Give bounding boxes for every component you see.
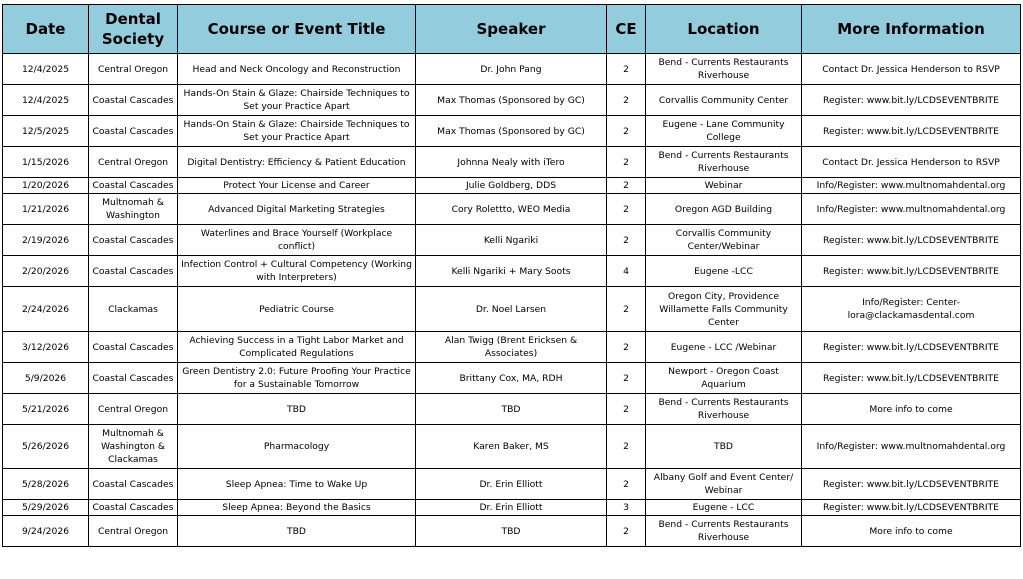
cell-location: Bend - Currents Restaurants Riverhouse bbox=[646, 394, 802, 425]
cell-location: Eugene - LCC bbox=[646, 500, 802, 516]
cell-date: 12/4/2025 bbox=[3, 85, 89, 116]
cell-ce: 3 bbox=[607, 500, 646, 516]
cell-title: Protect Your License and Career bbox=[178, 178, 416, 194]
cell-title: Head and Neck Oncology and Reconstruction bbox=[178, 54, 416, 85]
cell-location: Oregon City, Providence Willamette Falls Community Center bbox=[646, 287, 802, 332]
cell-date: 12/4/2025 bbox=[3, 54, 89, 85]
cell-speaker: TBD bbox=[416, 394, 607, 425]
cell-date: 5/26/2026 bbox=[3, 425, 89, 469]
cell-date: 12/5/2025 bbox=[3, 116, 89, 147]
cell-ce: 2 bbox=[607, 332, 646, 363]
cell-date: 5/21/2026 bbox=[3, 394, 89, 425]
cell-location: TBD bbox=[646, 425, 802, 469]
cell-speaker: Cory Rolettto, WEO Media bbox=[416, 194, 607, 225]
cell-ce: 2 bbox=[607, 516, 646, 547]
cell-info: Register: www.bit.ly/LCDSEVENTBRITE bbox=[802, 469, 1021, 500]
cell-speaker: Karen Baker, MS bbox=[416, 425, 607, 469]
table-row bbox=[3, 178, 1021, 194]
cell-society: Coastal Cascades bbox=[89, 332, 178, 363]
cell-location: Bend - Currents Restaurants Riverhouse bbox=[646, 516, 802, 547]
cell-date: 1/20/2026 bbox=[3, 178, 89, 194]
cell-speaker: Max Thomas (Sponsored by GC) bbox=[416, 85, 607, 116]
cell-date: 1/21/2026 bbox=[3, 194, 89, 225]
table-row bbox=[3, 287, 1021, 332]
cell-date: 5/28/2026 bbox=[3, 469, 89, 500]
cell-society: Central Oregon bbox=[89, 54, 178, 85]
cell-info: Register: www.bit.ly/LCDSEVENTBRITE bbox=[802, 363, 1021, 394]
cell-title: Pharmacology bbox=[178, 425, 416, 469]
cell-location: Newport - Oregon Coast Aquarium bbox=[646, 363, 802, 394]
cell-ce: 2 bbox=[607, 194, 646, 225]
cell-location: Eugene - LCC /Webinar bbox=[646, 332, 802, 363]
table-row bbox=[3, 363, 1021, 394]
cell-title: Hands-On Stain & Glaze: Chairside Techniques to Set your Practice Apart bbox=[178, 85, 416, 116]
cell-info: Register: www.bit.ly/LCDSEVENTBRITE bbox=[802, 85, 1021, 116]
table-row bbox=[3, 85, 1021, 116]
cell-society: Central Oregon bbox=[89, 394, 178, 425]
cell-speaker: Johnna Nealy with iTero bbox=[416, 147, 607, 178]
cell-date: 2/24/2026 bbox=[3, 287, 89, 332]
cell-title: Green Dentistry 2.0: Future Proofing Your Practice for a Sustainable Tomorrow bbox=[178, 363, 416, 394]
cell-ce: 2 bbox=[607, 469, 646, 500]
cell-speaker: TBD bbox=[416, 516, 607, 547]
cell-speaker: Julie Goldberg, DDS bbox=[416, 178, 607, 194]
events-sheet bbox=[2, 4, 1020, 547]
cell-society: Central Oregon bbox=[89, 147, 178, 178]
cell-date: 2/20/2026 bbox=[3, 256, 89, 287]
cell-location: Webinar bbox=[646, 178, 802, 194]
cell-ce: 2 bbox=[607, 178, 646, 194]
cell-society: Coastal Cascades bbox=[89, 500, 178, 516]
table-row bbox=[3, 116, 1021, 147]
cell-society: Multnomah & Washington bbox=[89, 194, 178, 225]
cell-title: Waterlines and Brace Yourself (Workplace conflict) bbox=[178, 225, 416, 256]
cell-info: Register: www.bit.ly/LCDSEVENTBRITE bbox=[802, 332, 1021, 363]
cell-ce: 2 bbox=[607, 394, 646, 425]
cell-society: Central Oregon bbox=[89, 516, 178, 547]
cell-title: Digital Dentistry: Efficiency & Patient Education bbox=[178, 147, 416, 178]
cell-society: Coastal Cascades bbox=[89, 225, 178, 256]
cell-title: Pediatric Course bbox=[178, 287, 416, 332]
cell-location: Bend - Currents Restaurants Riverhouse bbox=[646, 147, 802, 178]
cell-ce: 2 bbox=[607, 54, 646, 85]
cell-speaker: Dr. Noel Larsen bbox=[416, 287, 607, 332]
cell-date: 5/29/2026 bbox=[3, 500, 89, 516]
table-row bbox=[3, 194, 1021, 225]
cell-title: TBD bbox=[178, 516, 416, 547]
header-location: Location bbox=[646, 5, 802, 54]
header-speaker: Speaker bbox=[416, 5, 607, 54]
events-table bbox=[2, 4, 1021, 547]
cell-info: Register: www.bit.ly/LCDSEVENTBRITE bbox=[802, 500, 1021, 516]
cell-speaker: Alan Twigg (Brent Ericksen & Associates) bbox=[416, 332, 607, 363]
cell-location: Bend - Currents Restaurants Riverhouse bbox=[646, 54, 802, 85]
cell-info: Register: www.bit.ly/LCDSEVENTBRITE bbox=[802, 225, 1021, 256]
header-row bbox=[3, 5, 1021, 54]
table-row bbox=[3, 147, 1021, 178]
cell-info: Register: www.bit.ly/LCDSEVENTBRITE bbox=[802, 256, 1021, 287]
cell-speaker: Dr. John Pang bbox=[416, 54, 607, 85]
table-row bbox=[3, 500, 1021, 516]
cell-title: Hands-On Stain & Glaze: Chairside Techniques to Set your Practice Apart bbox=[178, 116, 416, 147]
cell-speaker: Dr. Erin Elliott bbox=[416, 500, 607, 516]
cell-speaker: Kelli Ngariki + Mary Soots bbox=[416, 256, 607, 287]
header-more-information: More Information bbox=[802, 5, 1021, 54]
table-row bbox=[3, 425, 1021, 469]
cell-location: Oregon AGD Building bbox=[646, 194, 802, 225]
cell-location: Albany Golf and Event Center/ Webinar bbox=[646, 469, 802, 500]
cell-ce: 2 bbox=[607, 363, 646, 394]
cell-info: Info/Register: Center-lora@clackamasdental.com bbox=[802, 287, 1021, 332]
table-row bbox=[3, 225, 1021, 256]
table-row bbox=[3, 469, 1021, 500]
header-course-title: Course or Event Title bbox=[178, 5, 416, 54]
cell-ce: 2 bbox=[607, 147, 646, 178]
cell-info: Info/Register: www.multnomahdental.org bbox=[802, 178, 1021, 194]
table-row bbox=[3, 516, 1021, 547]
cell-info: More info to come bbox=[802, 516, 1021, 547]
cell-ce: 2 bbox=[607, 287, 646, 332]
cell-info: Info/Register: www.multnomahdental.org bbox=[802, 425, 1021, 469]
cell-info: Register: www.bit.ly/LCDSEVENTBRITE bbox=[802, 116, 1021, 147]
cell-ce: 4 bbox=[607, 256, 646, 287]
header-ce: CE bbox=[607, 5, 646, 54]
table-row bbox=[3, 256, 1021, 287]
cell-speaker: Dr. Erin Elliott bbox=[416, 469, 607, 500]
cell-society: Coastal Cascades bbox=[89, 178, 178, 194]
cell-speaker: Max Thomas (Sponsored by GC) bbox=[416, 116, 607, 147]
cell-speaker: Brittany Cox, MA, RDH bbox=[416, 363, 607, 394]
cell-title: Infection Control + Cultural Competency (Working with Interpreters) bbox=[178, 256, 416, 287]
cell-society: Multnomah & Washington & Clackamas bbox=[89, 425, 178, 469]
cell-speaker: Kelli Ngariki bbox=[416, 225, 607, 256]
cell-location: Corvallis Community Center bbox=[646, 85, 802, 116]
cell-date: 1/15/2026 bbox=[3, 147, 89, 178]
cell-ce: 2 bbox=[607, 225, 646, 256]
header-dental-society: Dental Society bbox=[89, 5, 178, 54]
cell-title: TBD bbox=[178, 394, 416, 425]
cell-society: Coastal Cascades bbox=[89, 256, 178, 287]
cell-society: Coastal Cascades bbox=[89, 469, 178, 500]
cell-society: Coastal Cascades bbox=[89, 85, 178, 116]
cell-info: Contact Dr. Jessica Henderson to RSVP bbox=[802, 54, 1021, 85]
cell-location: Eugene - Lane Community College bbox=[646, 116, 802, 147]
cell-info: Info/Register: www.multnomahdental.org bbox=[802, 194, 1021, 225]
cell-info: More info to come bbox=[802, 394, 1021, 425]
cell-date: 3/12/2026 bbox=[3, 332, 89, 363]
table-row bbox=[3, 54, 1021, 85]
cell-title: Sleep Apnea: Time to Wake Up bbox=[178, 469, 416, 500]
cell-society: Clackamas bbox=[89, 287, 178, 332]
cell-title: Sleep Apnea: Beyond the Basics bbox=[178, 500, 416, 516]
cell-date: 2/19/2026 bbox=[3, 225, 89, 256]
table-row bbox=[3, 332, 1021, 363]
header-date: Date bbox=[3, 5, 89, 54]
cell-ce: 2 bbox=[607, 85, 646, 116]
table-row bbox=[3, 394, 1021, 425]
cell-date: 9/24/2026 bbox=[3, 516, 89, 547]
cell-date: 5/9/2026 bbox=[3, 363, 89, 394]
cell-society: Coastal Cascades bbox=[89, 116, 178, 147]
cell-info: Contact Dr. Jessica Henderson to RSVP bbox=[802, 147, 1021, 178]
cell-location: Eugene -LCC bbox=[646, 256, 802, 287]
cell-title: Achieving Success in a Tight Labor Market and Complicated Regulations bbox=[178, 332, 416, 363]
cell-society: Coastal Cascades bbox=[89, 363, 178, 394]
cell-ce: 2 bbox=[607, 116, 646, 147]
cell-title: Advanced Digital Marketing Strategies bbox=[178, 194, 416, 225]
cell-location: Corvallis Community Center/Webinar bbox=[646, 225, 802, 256]
cell-ce: 2 bbox=[607, 425, 646, 469]
